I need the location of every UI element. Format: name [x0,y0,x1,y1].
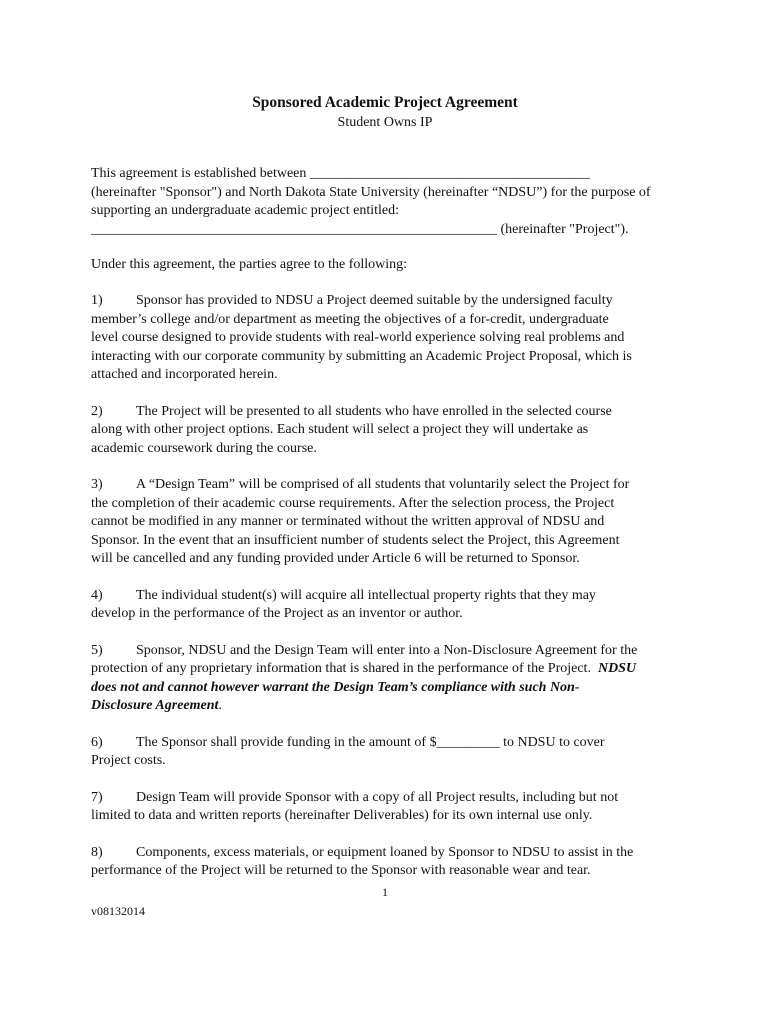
clause-3 [91,476,681,569]
clause-number: 6) [91,734,103,750]
clause-text: Sponsor, NDSU and the Design Team will enter into a Non-Disclosure Agreement for the [136,642,638,658]
clause-text: interacting with our corporate community by submitting an Academic Project Proposal, which is [91,348,632,364]
document-subtitle: Student Owns IP [337,115,433,130]
clause-4 [91,587,681,624]
clause-text: cannot be modified in any manner or terminated without the written approval of NDSU and [91,514,605,529]
clause-number: 4) [91,587,103,603]
clause-text: performance of the Project will be returned to the Sponsor with reasonable wear and tear. [91,863,591,878]
clause-6 [91,734,681,771]
clause-text: The individual student(s) will acquire all intellectual property rights that they may [136,587,596,603]
intro-paragraph [91,165,681,239]
clause-text: will be cancelled and any funding provided under Article 6 will be returned to Sponsor. [91,551,580,566]
clause-text: limited to data and written reports (hereinafter Deliverables) for its own internal use only. [91,808,593,823]
clause-5 [91,642,681,716]
intro-line: __________________________________________________________ (hereinafter "Project"). [91,221,629,237]
clause-text: A “Design Team” will be comprised of all students that voluntarily select the Project for [136,477,630,492]
clause-number: 2) [91,403,103,419]
clause-7 [91,789,681,826]
clause-8 [91,844,681,881]
clause-emphasis: NDSU [597,661,637,676]
version-footer: v08132014 [91,904,145,918]
intro-line: This agreement is established between ________________________________________ [91,166,590,181]
clause-text: develop in the performance of the Project as an inventor or author. [91,606,463,621]
clause-text: Design Team will provide Sponsor with a copy of all Project results, including but not [136,789,619,805]
document-body [91,165,681,881]
agree-line: Under this agreement, the parties agree to the following: [91,256,408,272]
clause-text: Sponsor. In the event that an insufficient number of students select the Project, this Agreement [91,532,620,548]
clause-text: The Project will be presented to all students who have enrolled in the selected course [136,403,612,419]
clause-text: academic coursework during the course. [91,440,317,456]
clause-emphasis: Disclosure Agreement [91,698,219,713]
clause-text: Sponsor has provided to NDSU a Project deemed suitable by the undersigned faculty [136,293,613,308]
clause-text: member’s college and/or department as meeting the objectives of a for-credit, undergraduate [91,311,609,327]
clause-text: along with other project options. Each student will select a project they will undertake as [91,422,589,437]
intro-line: (hereinafter "Sponsor") and North Dakota State University (hereinafter “NDSU”) for the purpose of [91,184,651,200]
clause-number: 7) [91,789,103,805]
clause-text: The Sponsor shall provide funding in the amount of $_________ to NDSU to cover [136,734,605,750]
clause-number: 3) [91,477,103,492]
page-number: 1 [382,885,388,899]
clause-text: the completion of their academic course requirements. After the selection process, the Project [91,495,615,511]
clause-number: 5) [91,642,103,658]
document-title: Sponsored Academic Project Agreement [252,94,518,111]
clause-text: protection of any proprietary information that is shared in the performance of the Project. [91,661,591,676]
clause-text: Project costs. [91,753,166,768]
clause-number: 1) [91,293,103,308]
clause-1 [91,292,681,385]
clause-text: . [218,698,222,713]
clause-text: attached and incorporated herein. [91,367,278,382]
clause-number: 8) [91,844,103,860]
clause-emphasis: does not and cannot however warrant the Design Team’s compliance with such Non- [91,679,580,695]
clause-2 [91,403,681,459]
intro-line: supporting an undergraduate academic project entitled: [91,203,400,218]
clause-text: Components, excess materials, or equipment loaned by Sponsor to NDSU to assist in the [136,844,634,860]
clause-text: level course designed to provide students with real-world experience solving real problems and [91,330,625,345]
